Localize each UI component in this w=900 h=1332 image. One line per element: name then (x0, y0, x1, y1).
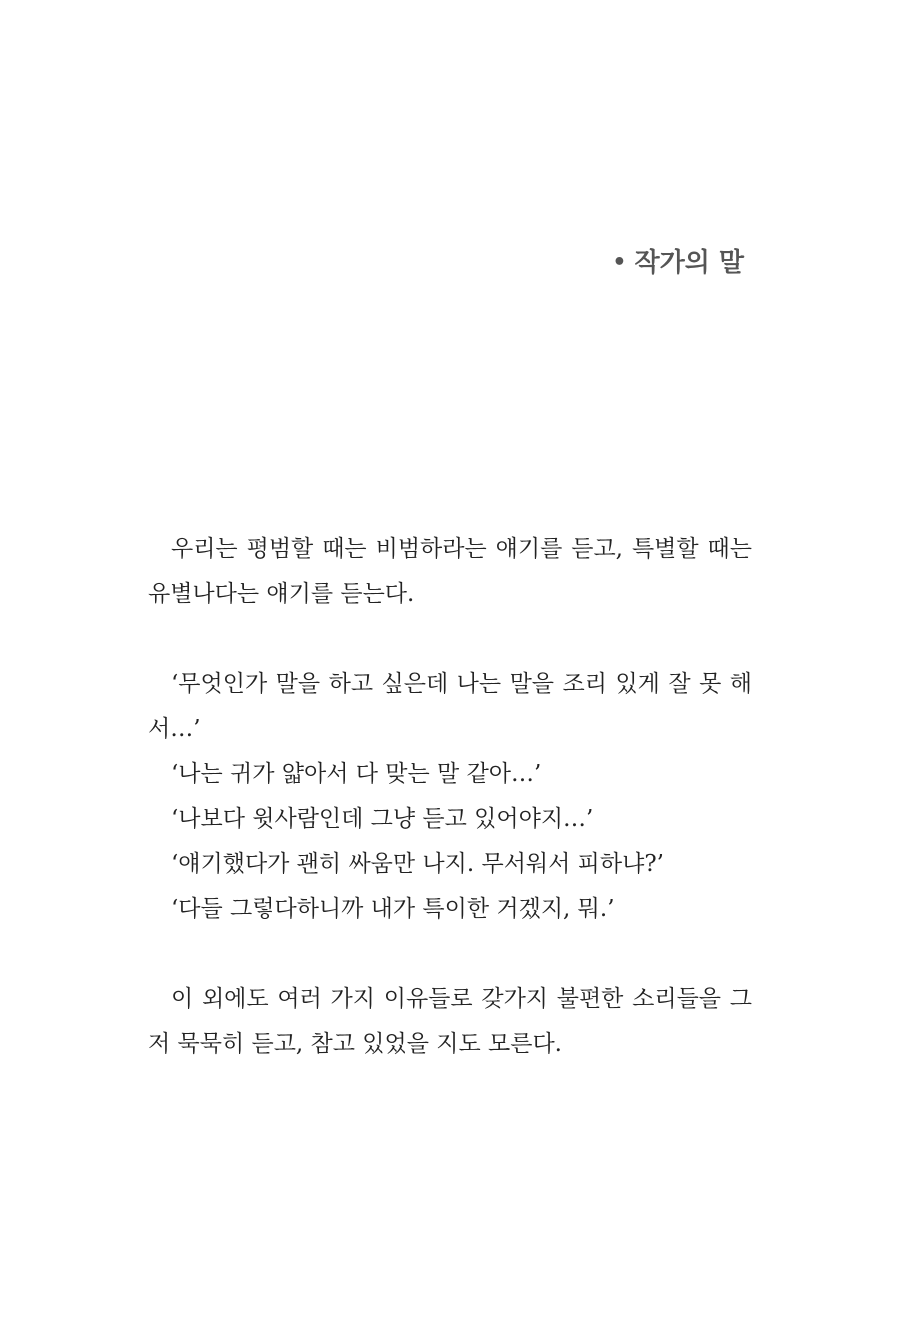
paragraph-closing: 이 외에도 여러 가지 이유들로 갖가지 불편한 소리들을 그저 묵묵히 듣고, 참고 있었을 지도 모른다. (148, 986, 752, 1057)
section-heading (612, 243, 744, 283)
body-text (148, 527, 752, 1067)
paragraph-intro: 우리는 평범할 때는 비범하라는 얘기를 듣고, 특별할 때는 유별나다는 얘기를 듣는다. (148, 536, 752, 607)
quote-line: ‘무엇인가 말을 하고 싶은데 나는 말을 조리 있게 잘 못 해서…’ (148, 671, 752, 742)
quote-line: ‘나는 귀가 얇아서 다 맞는 말 같아…’ (171, 761, 542, 787)
quote-line: ‘나보다 윗사람인데 그냥 듣고 있어야지…’ (171, 806, 594, 832)
quote-line: ‘얘기했다가 괜히 싸움만 나지. 무서워서 피하냐?’ (171, 851, 664, 877)
quote-line: ‘다들 그렇다하니까 내가 특이한 거겠지, 뭐.’ (171, 896, 615, 922)
section-title: 작가의 말 (634, 248, 744, 278)
bullet-icon: • (612, 250, 627, 275)
